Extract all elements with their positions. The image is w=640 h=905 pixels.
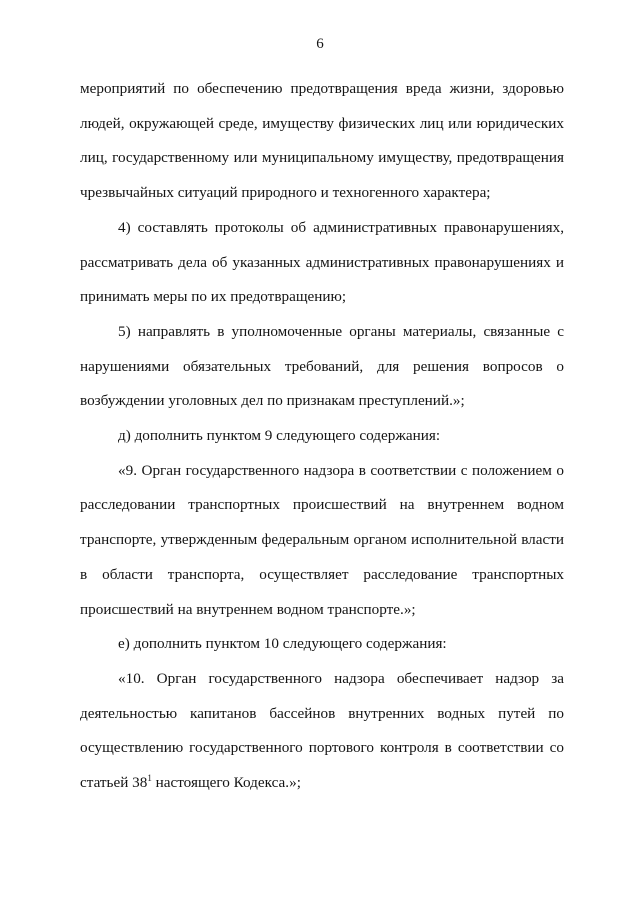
paragraph-item-5: 5) направлять в уполномоченные органы материалы, связанные с нарушениями обязательных требований, для решения вопросов о возбуждении уголовных дел по признакам преступлений.»; [80, 322, 564, 410]
paragraph-continuation: мероприятий по обеспечению предотвращения вреда жизни, здоровью людей, окружающей среде, имуществу физических лиц или юридических лиц, государственному или муниципальному имуществу, предотвращения чрезвычайных ситуаций природного и техногенного характера; [80, 80, 564, 202]
clause-10-text: «10. Орган государственного надзора обеспечивает надзор за деятельностью капитанов бассейнов внутренних водных путей по осуществлению государственного портового контроля в соответствии со статьей 38 [80, 669, 564, 792]
paragraph-amendment-d: д) дополнить пунктом 9 следующего содержания: [118, 427, 441, 445]
paragraph-clause-9: «9. Орган государственного надзора в соответствии с положением о расследовании транспортных происшествий на внутреннем водном транспорте, утвержденным федеральным органом исполнительной власти в области транспорта, осуществляет расследование транспортных происшествий на внутреннем водном транспорте.»; [80, 461, 564, 618]
document-body [80, 72, 564, 801]
article-superscript: 1 [147, 773, 152, 784]
paragraph-item-4: 4) составлять протоколы об административных правонарушениях, рассматривать дела об указанных административных правонарушениях и принимать меры по их предотвращению; [80, 218, 564, 306]
paragraph-amendment-e: е) дополнить пунктом 10 следующего содержания: [118, 635, 447, 653]
paragraph-clause-10 [80, 662, 564, 801]
page-number: 6 [316, 36, 324, 52]
clause-10-ending: настоящего Кодекса.»; [151, 774, 301, 792]
